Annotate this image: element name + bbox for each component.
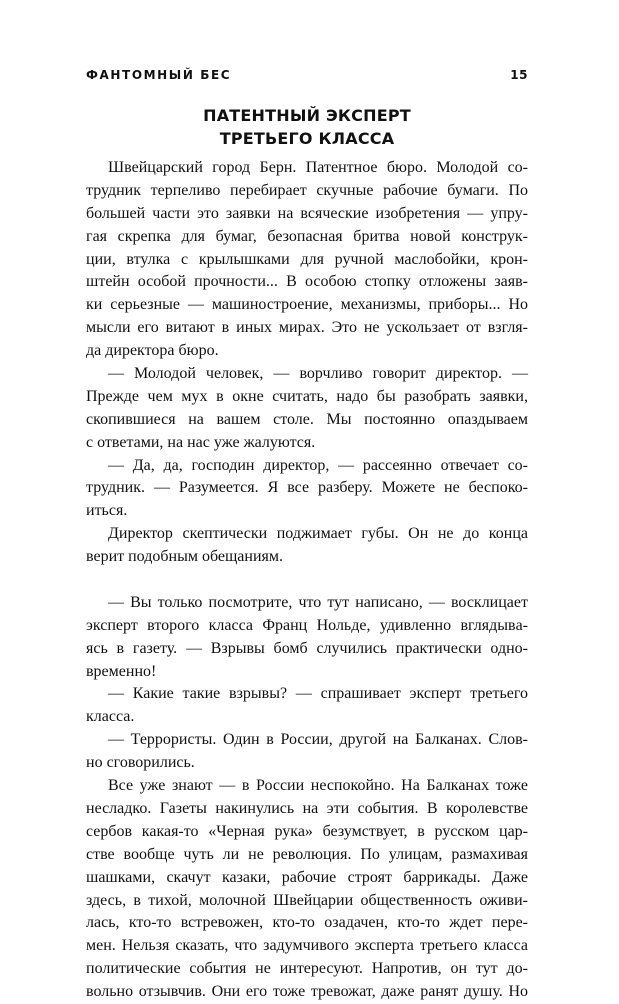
text-line: верит подобным обещаниям. xyxy=(86,548,283,566)
chapter-title xyxy=(86,104,528,150)
page-number: 15 xyxy=(510,68,528,82)
text-line: гая скрепка для бумаг, безопасная бритва новой конструк- xyxy=(86,227,528,245)
text-line: класса. xyxy=(86,708,135,726)
chapter-title-line-2: ТРЕТЬЕГО КЛАССА xyxy=(219,129,395,148)
text-line: ки серьезные — машиностроение, механизмы, приборы... Но xyxy=(86,296,528,314)
section-gap xyxy=(86,569,528,592)
chapter-title-line-1: ПАТЕНТНЫЙ ЭКСПЕРТ xyxy=(203,106,411,125)
body-text xyxy=(86,157,528,1004)
text-line: с ответами, на нас уже жалуются. xyxy=(86,433,316,451)
text-line: — Молодой человек, — ворчливо говорит директор. — xyxy=(108,365,528,383)
text-line: лась, кто-то встревожен, кто-то озадачен, кто-то ждет пере- xyxy=(86,914,528,932)
text-line: Швейцарский город Берн. Патентное бюро. Молодой со- xyxy=(108,159,528,176)
book-title: ФАНТОМНЫЙ БЕС xyxy=(86,68,232,82)
text-line: — Вы только посмотрите, что тут написано, — восклицает xyxy=(108,593,528,611)
text-line: иться. xyxy=(86,502,128,520)
text-line: Директор скептически поджимает губы. Он не до конца xyxy=(108,525,528,543)
text-line: — Да, да, господин директор, — рассеянно отвечает со- xyxy=(108,456,528,474)
text-line: здесь, в тихой, молочной Швейцарии общественность оживи- xyxy=(86,891,528,909)
text-line: временно! xyxy=(86,662,157,680)
text-line: мен. Нельзя сказать, что задумчивого эксперта третьего класса xyxy=(86,937,528,955)
text-line: ясь в газету. — Взрывы бомб случились практически одно- xyxy=(86,639,528,657)
text-line: но сговорились. xyxy=(86,754,195,772)
text-line: трудник. — Разумеется. Я все разберу. Можете не беспоко- xyxy=(86,479,528,497)
text-line: сербов какая-то «Черная рука» безумствует, в русском цар- xyxy=(86,822,528,840)
text-line: — Террористы. Один в России, другой на Балканах. Слов- xyxy=(108,731,528,749)
text-line: эксперт второго класса Франц Нольде, удивленно вглядывa- xyxy=(86,616,528,634)
text-line: скопившиеся на вашем столе. Мы постоянно опаздываем xyxy=(86,410,528,428)
text-line: Прежде чем мух в окне считать, надо бы разобрать заявки, xyxy=(86,387,528,405)
text-line: политические события не интересуют. Напротив, он тут до- xyxy=(86,960,528,978)
text-line: вольно отзывчив. Они его тоже тревожат, даже ранят душу. Но xyxy=(86,983,528,1001)
text-line: стве вообще чуть ли не революция. По улицам, размахивая xyxy=(86,845,528,863)
text-line: Все уже знают — в России неспокойно. На Балканах тоже xyxy=(108,777,528,795)
text-line: трудник терпеливо перебирает скучные рабочие бумаги. По xyxy=(86,181,528,199)
text-line: мысли его витают в иных мирах. Это не ускользает от взгля- xyxy=(86,319,528,337)
text-line: штейн особой прочности... В особою стопку отложены заяв- xyxy=(86,273,528,291)
text-line: — Какие такие взрывы? — спрашивает эксперт третьего xyxy=(108,685,528,703)
text-line: да директора бюро. xyxy=(86,342,219,360)
text-line: шашками, скачут казаки, рабочие строят баррикады. Даже xyxy=(86,868,528,886)
text-line: несладко. Газеты накинулись на эти события. В королевстве xyxy=(86,799,528,817)
running-header xyxy=(86,65,528,85)
text-line: большей части это заявки на всяческие изобретения — упру- xyxy=(86,204,528,222)
text-line: ции, втулка с крылышками для ручной маслобойки, крон- xyxy=(86,250,528,268)
